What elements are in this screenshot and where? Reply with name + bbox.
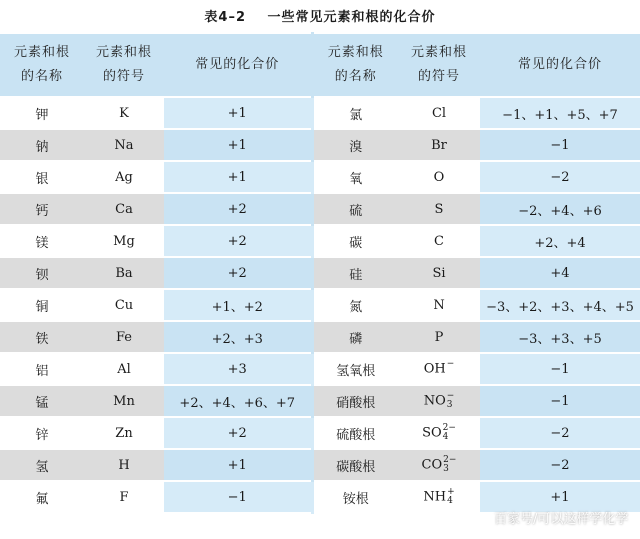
count-subscript: 3: [443, 464, 449, 474]
header-right-symbol: [398, 33, 480, 97]
element-name: 铁: [0, 321, 84, 353]
element-name: 碳: [312, 225, 398, 257]
element-symbol: N: [398, 289, 480, 321]
watermark-text: 百家号/可以这样学化学: [494, 512, 629, 527]
watermark: [480, 508, 640, 530]
header-text: 的符号: [102, 69, 145, 84]
element-name: 磷: [312, 321, 398, 353]
valence: −2: [480, 161, 640, 193]
header-left-symbol: [84, 33, 164, 97]
header-left-name: [0, 33, 84, 97]
element-symbol: Si: [398, 257, 480, 289]
element-symbol: Br: [398, 129, 480, 161]
element-name: 硅: [312, 257, 398, 289]
baidu-paw-icon: [480, 512, 492, 524]
header-text: 的名称: [334, 69, 377, 84]
valence: +4: [480, 257, 640, 289]
table-row: [0, 193, 640, 225]
valence: +1: [480, 481, 640, 513]
element-name: 硝酸根: [312, 385, 398, 417]
element-symbol: Na: [84, 129, 164, 161]
element-name: 锰: [0, 385, 84, 417]
valence: −1: [480, 385, 640, 417]
valence: +2、+3: [164, 321, 312, 353]
element-name: 铵根: [312, 481, 398, 513]
symbol-base: SO: [422, 425, 442, 441]
count-subscript: [447, 369, 455, 378]
valence: +1: [164, 449, 312, 481]
header-right-valence: 常见的化合价: [480, 33, 640, 97]
valence: +1: [164, 129, 312, 161]
element-name: 氮: [312, 289, 398, 321]
valence: −3、+2、+3、+4、+5: [480, 289, 640, 321]
element-name: 氟: [0, 481, 84, 513]
header-row: [0, 33, 640, 97]
charge-superscript: 2−: [443, 455, 457, 465]
header-left-valence: 常见的化合价: [164, 33, 312, 97]
element-name: 硫酸根: [312, 417, 398, 449]
valence: −1、+1、+5、+7: [480, 97, 640, 129]
element-symbol: O: [398, 161, 480, 193]
radical-symbol: [398, 481, 480, 513]
valence: +2、+4: [480, 225, 640, 257]
table-row: [0, 257, 640, 289]
symbol-base: NO: [423, 393, 446, 409]
element-name: 钙: [0, 193, 84, 225]
element-name: 钾: [0, 97, 84, 129]
charge-superscript: 2−: [442, 423, 456, 433]
table-number: 表4–2: [204, 10, 247, 25]
valence: −2、+4、+6: [480, 193, 640, 225]
valence: +1: [164, 161, 312, 193]
table-row: [0, 321, 640, 353]
element-symbol: Ag: [84, 161, 164, 193]
table-row: [0, 161, 640, 193]
element-symbol: Ca: [84, 193, 164, 225]
element-symbol: Cu: [84, 289, 164, 321]
header-text: 元素和根: [13, 45, 70, 60]
element-symbol: P: [398, 321, 480, 353]
charge-superscript: −: [446, 359, 455, 369]
element-symbol: K: [84, 97, 164, 129]
valence: +3: [164, 353, 312, 385]
header-text: 元素和根: [327, 45, 384, 60]
valence: −1: [480, 129, 640, 161]
table-row: [0, 385, 640, 417]
valence: −2: [480, 449, 640, 481]
element-name: 氯: [312, 97, 398, 129]
valence: +2: [164, 193, 312, 225]
element-symbol: Mg: [84, 225, 164, 257]
radical-symbol: [398, 353, 480, 385]
element-symbol: C: [398, 225, 480, 257]
valence-table: [0, 32, 640, 514]
valence: −1: [480, 353, 640, 385]
header-text: 元素和根: [410, 45, 467, 60]
element-name: 氧: [312, 161, 398, 193]
element-name: 氢氧根: [312, 353, 398, 385]
valence: +2、+4、+6、+7: [164, 385, 312, 417]
symbol-base: CO: [421, 457, 443, 473]
valence: +2: [164, 257, 312, 289]
valence: −2: [480, 417, 640, 449]
table-row: [0, 417, 640, 449]
radical-symbol: [398, 385, 480, 417]
count-subscript: 3: [446, 400, 453, 410]
table-row: [0, 353, 640, 385]
element-symbol: Zn: [84, 417, 164, 449]
table-row: [0, 97, 640, 129]
element-symbol: Al: [84, 353, 164, 385]
header-text: 元素和根: [95, 45, 152, 60]
element-symbol: Fe: [84, 321, 164, 353]
count-subscript: 4: [447, 496, 453, 506]
element-name: 铝: [0, 353, 84, 385]
element-name: 镁: [0, 225, 84, 257]
radical-symbol: [398, 449, 480, 481]
element-symbol: Cl: [398, 97, 480, 129]
header-right-name: [312, 33, 398, 97]
element-symbol: S: [398, 193, 480, 225]
radical-symbol: [398, 417, 480, 449]
element-symbol: Ba: [84, 257, 164, 289]
charge-superscript: −: [446, 391, 455, 401]
element-symbol: H: [84, 449, 164, 481]
table-row: [0, 449, 640, 481]
element-name: 硫: [312, 193, 398, 225]
element-name: 钠: [0, 129, 84, 161]
element-name: 氢: [0, 449, 84, 481]
table-body: [0, 97, 640, 513]
table-caption: [0, 6, 640, 30]
table-row: [0, 289, 640, 321]
element-symbol: Mn: [84, 385, 164, 417]
table-row: [0, 225, 640, 257]
table-row: [0, 129, 640, 161]
valence: +2: [164, 225, 312, 257]
count-subscript: 4: [442, 432, 449, 442]
symbol-base: OH: [423, 361, 446, 377]
element-name: 钡: [0, 257, 84, 289]
element-name: 溴: [312, 129, 398, 161]
symbol-base: NH: [423, 489, 447, 505]
charge-superscript: +: [447, 487, 455, 497]
valence: +2: [164, 417, 312, 449]
valence: −3、+3、+5: [480, 321, 640, 353]
header-text: 的符号: [417, 69, 460, 84]
valence: +1、+2: [164, 289, 312, 321]
element-name: 银: [0, 161, 84, 193]
valence: −1: [164, 481, 312, 513]
element-name: 铜: [0, 289, 84, 321]
element-symbol: F: [84, 481, 164, 513]
element-name: 碳酸根: [312, 449, 398, 481]
header-text: 的名称: [20, 69, 63, 84]
element-name: 锌: [0, 417, 84, 449]
valence: +1: [164, 97, 312, 129]
table-title: 一些常见元素和根的化合价: [267, 10, 436, 25]
